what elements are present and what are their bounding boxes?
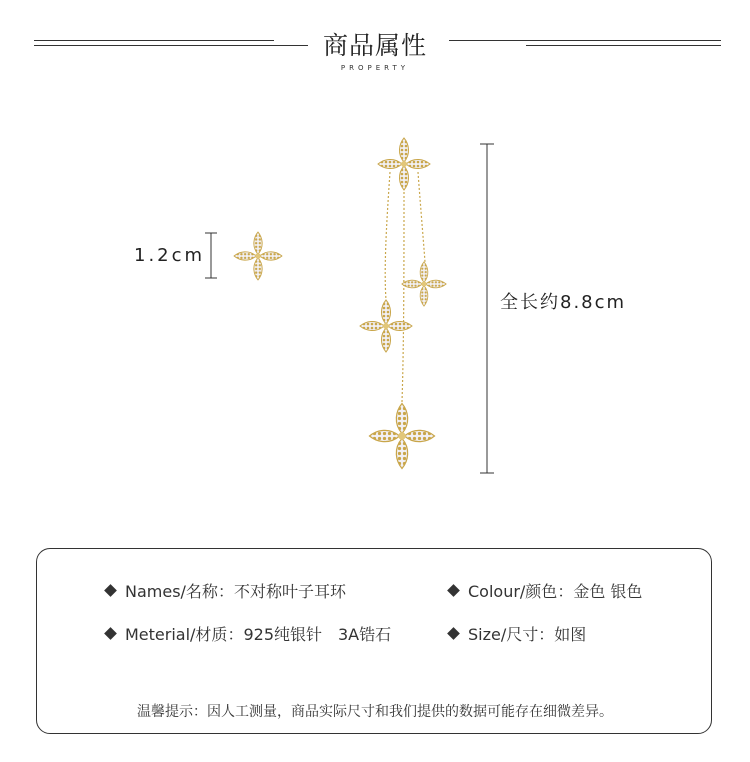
property-value: 不对称叶子耳环: [233, 582, 346, 601]
property-label: Names/名称: [125, 582, 218, 601]
property-label: Size/尺寸: [468, 625, 539, 644]
page-subtitle: PROPERTY: [340, 64, 410, 72]
earring-middle-clover: [360, 300, 412, 352]
property-info-box: [36, 548, 712, 734]
property-value: 如图: [554, 625, 587, 644]
property-label: Colour/颜色: [468, 582, 558, 601]
property-colour: [449, 579, 642, 602]
property-value: 金色 银色: [573, 582, 643, 601]
earring-bottom-clover: [370, 404, 435, 469]
small-size-label: 1.2cm: [134, 245, 206, 266]
bullet-diamond-icon: [104, 584, 117, 597]
long-size-bracket: [480, 144, 494, 473]
property-separator: ：: [557, 582, 574, 601]
property-size: [449, 622, 586, 645]
small-size-bracket: [205, 233, 217, 278]
property-label: Meterial/材质: [125, 625, 228, 644]
earring-top-clover: [378, 138, 430, 190]
stud-earring: [234, 232, 282, 280]
bullet-diamond-icon: [104, 627, 117, 640]
property-value: 925纯银针 3A锆石: [243, 625, 392, 644]
measurement-note: 温馨提示：因人工测量，商品实际尺寸和我们提供的数据可能存在细微差异。: [137, 704, 613, 720]
long-size-label: 全长约8.8cm: [500, 292, 627, 313]
property-separator: ：: [227, 625, 244, 644]
earring-chains: [385, 172, 425, 402]
bullet-diamond-icon: [447, 584, 460, 597]
earring-right-clover: [402, 262, 446, 306]
property-separator: ：: [217, 582, 234, 601]
property-names: [106, 579, 346, 602]
bullet-diamond-icon: [447, 627, 460, 640]
property-separator: ：: [538, 625, 555, 644]
page-title: 商品属性: [322, 31, 427, 60]
property-material: [106, 622, 391, 645]
